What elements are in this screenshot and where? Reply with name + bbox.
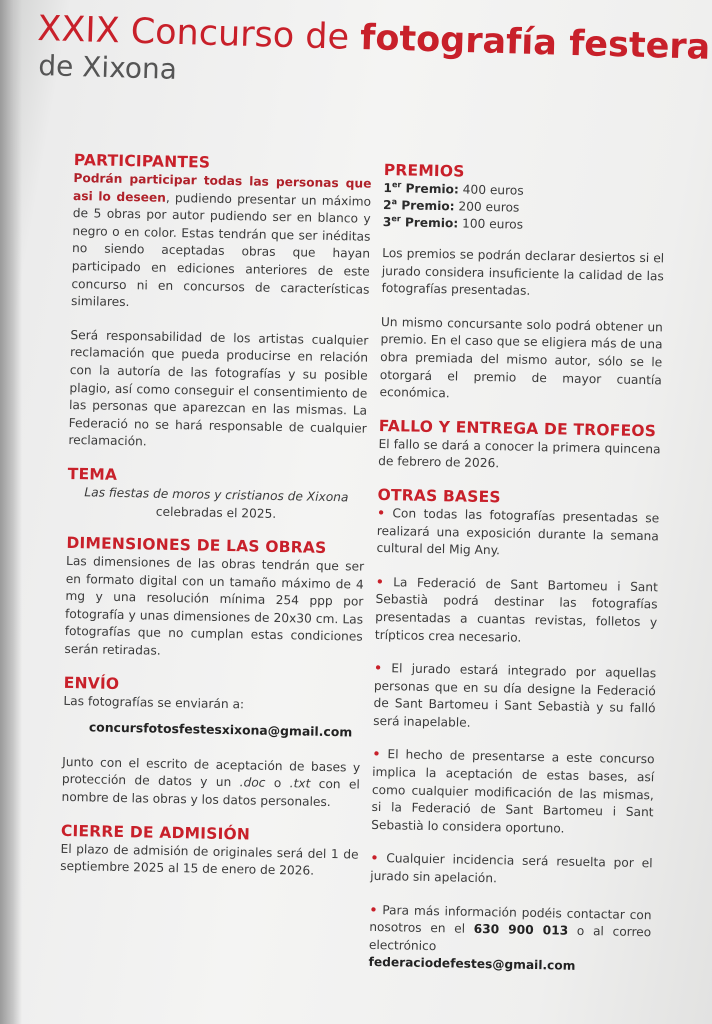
book-spine-shadow bbox=[0, 0, 22, 1024]
envio-email: concursfotosfestesxixona@gmail.com bbox=[88, 719, 353, 740]
base-item: • Con todas las fotografías presentadas se realizará una exposición durante la semana cultural del Mig Any. bbox=[376, 505, 660, 558]
tema-italic-text: Las fiestas de moros y cristianos de Xixona bbox=[84, 485, 349, 505]
prize-row: 3er Premio: 100 euros bbox=[382, 214, 524, 232]
participantes-rest: , pudiendo presentar un máximo de 5 obras por autor pudiendo ser en blanco y negro o en color. Estas tendrán que ser inéditas no siendo aceptadas obras que hayan participado en ediciones anteriores de este concurso ni en concursos de características similares. bbox=[70, 190, 372, 310]
fallo-text: El fallo se dará a conocer la primera quincena de febrero de 2026. bbox=[378, 436, 661, 471]
prize-row: 2$^a$ Premio: 200 euros bbox=[383, 197, 520, 215]
premios-desiertos: Los premios se podrán declarar desiertos si el jurado considera insuficiente la calidad de las fotografías presentadas. bbox=[381, 245, 665, 299]
envio-heading: ENVÍO bbox=[63, 673, 120, 693]
cierre-text: El plazo de admisión de originales será del 1 de septiembre 2025 al 15 de enero de 2026. bbox=[60, 841, 359, 878]
contact-info: • Para más información podéis contactar con nosotros en el 630 900 013 o al correo electrónico federaciodefestes@gmail.com bbox=[368, 902, 652, 974]
tema-rest: celebradas el 2025. bbox=[155, 504, 277, 521]
left-column bbox=[60, 150, 372, 893]
envio-text-2a: Junto con el escrito de aceptación de bases y protección de datos y un bbox=[61, 754, 361, 790]
envio-text: Las fotografías se enviarán a: bbox=[63, 693, 245, 712]
fallo-heading: FALLO Y ENTREGA DE TROFEOS bbox=[378, 416, 657, 441]
participantes-text bbox=[71, 170, 372, 316]
dimensiones-text: Las dimensiones de las obras tendrán que ser en formato digital con un tamaño máximo de 4 mg y una resolución mínima 254 ppp por fotografía y unas dimensiones de 20x30 cm. Las fotografías que no cumplan estas condiciones serán retiradas. bbox=[64, 554, 365, 658]
title-line-2: de Xixona bbox=[37, 49, 178, 86]
dimensiones-heading: DIMENSIONES DE LAS OBRAS bbox=[66, 534, 327, 558]
mismo-concursante: Un mismo concursante solo podrá obtener un premio. En el caso que se eligiera más de una obra premiada del mismo autor, sólo se le otorgará el premio de mayor cuantía económica. bbox=[379, 314, 663, 401]
cierre-heading: CIERRE DE ADMISIÓN bbox=[60, 821, 251, 844]
envio-doc: .doc bbox=[239, 775, 266, 791]
base-item: • El jurado estará integrado por aquellas personas que en su día designe la Federació de Sant Bartomeu i Sant Sebastià y su falló será inapelable. bbox=[373, 661, 657, 730]
base-item: • El hecho de presentarse a este concurso implica la aceptación de estas bases, así como cualquier modificación de las mismas, si la Federació de Sant Bartomeu i Sant Sebastià lo considera oportuno. bbox=[371, 747, 655, 836]
envio-text-2 bbox=[61, 754, 360, 812]
page-title bbox=[36, 8, 711, 100]
base-item: • La Federació de Sant Bartomeu i Sant Sebastià podrá destinar las fotografías presentadas a cuantas revistas, folletos y trípticos crea necesario. bbox=[374, 574, 659, 645]
envio-text-2c: con el nombre de las obras y los datos personales. bbox=[61, 777, 360, 810]
contact-email: federaciodefestes@gmail.com bbox=[368, 955, 576, 974]
contact-phone: 630 900 013 bbox=[473, 922, 569, 938]
envio-text-2b: o bbox=[265, 776, 290, 791]
prize-list bbox=[383, 180, 666, 236]
tema-heading: TEMA bbox=[67, 464, 118, 484]
premios-heading: PREMIOS bbox=[383, 160, 465, 181]
participantes-heading: PARTICIPANTES bbox=[73, 150, 211, 172]
base-item: • Cualquier incidencia será resuelta por el jurado sin apelación. bbox=[370, 851, 653, 886]
otras-bases-heading: OTRAS BASES bbox=[377, 485, 501, 507]
participantes-bold: Podrán participar todas las personas que asi lo deseen bbox=[72, 170, 372, 205]
right-column bbox=[368, 160, 666, 989]
title-prefix: XXIX Concurso de bbox=[36, 8, 350, 58]
envio-txt: .txt bbox=[289, 776, 311, 792]
responsabilidad-text: Será responsabilidad de los artistas cualquier reclamación que pueda producirse en relación con la autoría de las fotografías y su posible plagio, así como conseguir el consentimiento de las personas que aparezcan en las mismas. La Federació no se hará responsable de cualquier reclamación. bbox=[68, 327, 369, 449]
title-bold: fotografía festera bbox=[359, 18, 711, 68]
prize-row: 1er Premio: 400 euros bbox=[383, 180, 524, 198]
